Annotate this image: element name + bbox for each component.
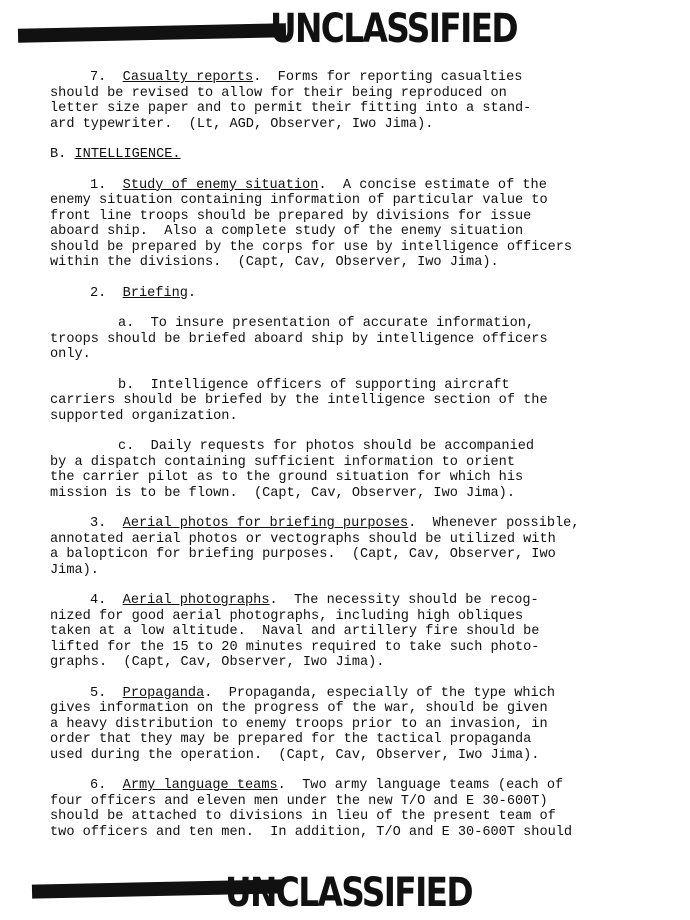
paragraph-text: . Forms for reporting casualties <box>253 70 523 85</box>
paragraph-line: graphs. (Capt, Cav, Observer, Iwo Jima). <box>50 655 385 670</box>
paragraph-number: 6. <box>90 778 107 793</box>
subparagraph-first-line: a. To insure presentation of accurate information, <box>118 316 535 331</box>
paragraph-study-of-enemy-situation <box>50 178 650 271</box>
paragraph-heading: Propaganda <box>122 685 205 701</box>
paragraph-text: . A concise estimate of the <box>318 177 547 193</box>
subparagraph-briefing-c <box>50 439 650 501</box>
paragraph-line: should be revised to allow for their being reproduced on <box>50 85 507 101</box>
paragraph-number: 3. <box>90 516 107 531</box>
paragraph-line: ard typewriter. (Lt, AGD, Observer, Iwo Jima). <box>50 116 434 132</box>
paragraph-number: 2. <box>90 285 107 301</box>
paragraph-number: 7. <box>90 70 107 85</box>
paragraph-line: aboard ship. Also a complete study of the enemy situation <box>50 224 524 239</box>
classification-stamp-top <box>0 0 690 60</box>
paragraph-briefing-heading: 2. Briefing. <box>90 285 197 301</box>
paragraph-text: . Whenever possible, <box>408 516 580 531</box>
paragraph-text: . Propaganda, especially of the type which <box>204 685 556 701</box>
paragraph-line: taken at a low altitude. Naval and artillery fire should be <box>50 624 540 639</box>
paragraph-line: mission is to be flown. (Capt, Cav, Observer, Iwo Jima). <box>50 485 515 501</box>
paragraph-line: a balopticon for briefing purposes. (Capt, Cav, Observer, Iwo <box>50 547 556 562</box>
paragraph-text: . Two army language teams (each of <box>277 778 564 793</box>
paragraph-heading: Briefing <box>122 285 188 301</box>
paragraph-line: front line troops should be prepared by divisions for issue <box>50 208 532 224</box>
paragraph-line: by a dispatch containing sufficient information to orient <box>50 454 515 470</box>
paragraph-aerial-photographs <box>50 593 650 671</box>
paragraph-line: within the divisions. (Capt, Cav, Observer, Iwo Jima). <box>50 255 499 270</box>
subparagraph-briefing-a <box>50 316 650 363</box>
classification-label: UNCLASSIFIED <box>270 6 517 52</box>
paragraph-line: letter size paper and to permit their fitting into a stand- <box>50 101 532 116</box>
paragraph-line: a heavy distribution to enemy troops prior to an invasion, in <box>50 716 548 732</box>
paragraph-heading: Aerial photos for briefing purposes <box>122 516 409 531</box>
paragraph-line: annotated aerial photos or vectographs should be utilized with <box>50 531 556 547</box>
paragraph-line: carriers should be briefed by the intelligence section of the <box>50 393 548 408</box>
paragraph-number: 5. <box>90 685 107 701</box>
section-letter: B. <box>50 147 67 162</box>
subparagraph-briefing-b <box>50 378 650 425</box>
redaction-bar <box>18 23 286 43</box>
paragraph-line: supported organization. <box>50 408 238 424</box>
classification-stamp-bottom <box>0 860 690 920</box>
paragraph-heading: Army language teams <box>122 778 278 793</box>
paragraph-line: only. <box>50 347 91 362</box>
subparagraph-first-line: c. Daily requests for photos should be accompanied <box>118 439 535 454</box>
paragraph-number: 1. <box>90 177 107 193</box>
paragraph-line: order that they may be prepared for the tactical propaganda <box>50 732 532 747</box>
paragraph-heading: Study of enemy situation <box>122 177 319 193</box>
paragraph-army-language-teams <box>50 778 650 840</box>
paragraph-heading: Casualty reports <box>122 70 254 85</box>
paragraph-line: two officers and ten men. In addition, T/O and E 30-600T should <box>50 824 573 840</box>
document-body <box>50 70 650 855</box>
paragraph-propaganda <box>50 686 650 764</box>
section-title: INTELLIGENCE. <box>74 147 181 162</box>
paragraph-line: should be attached to divisions in lieu of the present team of <box>50 809 556 824</box>
paragraph-heading: Aerial photographs <box>122 593 270 608</box>
paragraph-line: should be prepared by the corps for use by intelligence officers <box>50 239 573 255</box>
paragraph-line: four officers and eleven men under the new T/O and E 30-600T) <box>50 793 548 809</box>
subparagraph-first-line: b. Intelligence officers of supporting aircraft <box>118 377 510 393</box>
paragraph-line: troops should be briefed aboard ship by intelligence officers <box>50 331 548 347</box>
paragraph-line: lifted for the 15 to 20 minutes required to take such photo- <box>50 639 540 655</box>
paragraph-casualty-reports <box>50 70 650 132</box>
paragraph-line: Jima). <box>50 562 99 578</box>
paragraph-line: the carrier pilot as to the ground situation for which his <box>50 470 524 485</box>
paragraph-line: nized for good aerial photographs, including high obliques <box>50 608 524 624</box>
paragraph-line: enemy situation containing information of particular value to <box>50 193 548 208</box>
paragraph-number: 4. <box>90 593 107 608</box>
paragraph-line: gives information on the progress of the war, should be given <box>50 701 548 716</box>
paragraph-line: used during the operation. (Capt, Cav, Observer, Iwo Jima). <box>50 747 540 763</box>
paragraph-aerial-photos-briefing <box>50 516 650 578</box>
section-heading-intelligence <box>50 147 650 163</box>
paragraph-text: . The necessity should be recog- <box>269 593 539 608</box>
classification-label: UNCLASSIFIED <box>225 870 472 916</box>
